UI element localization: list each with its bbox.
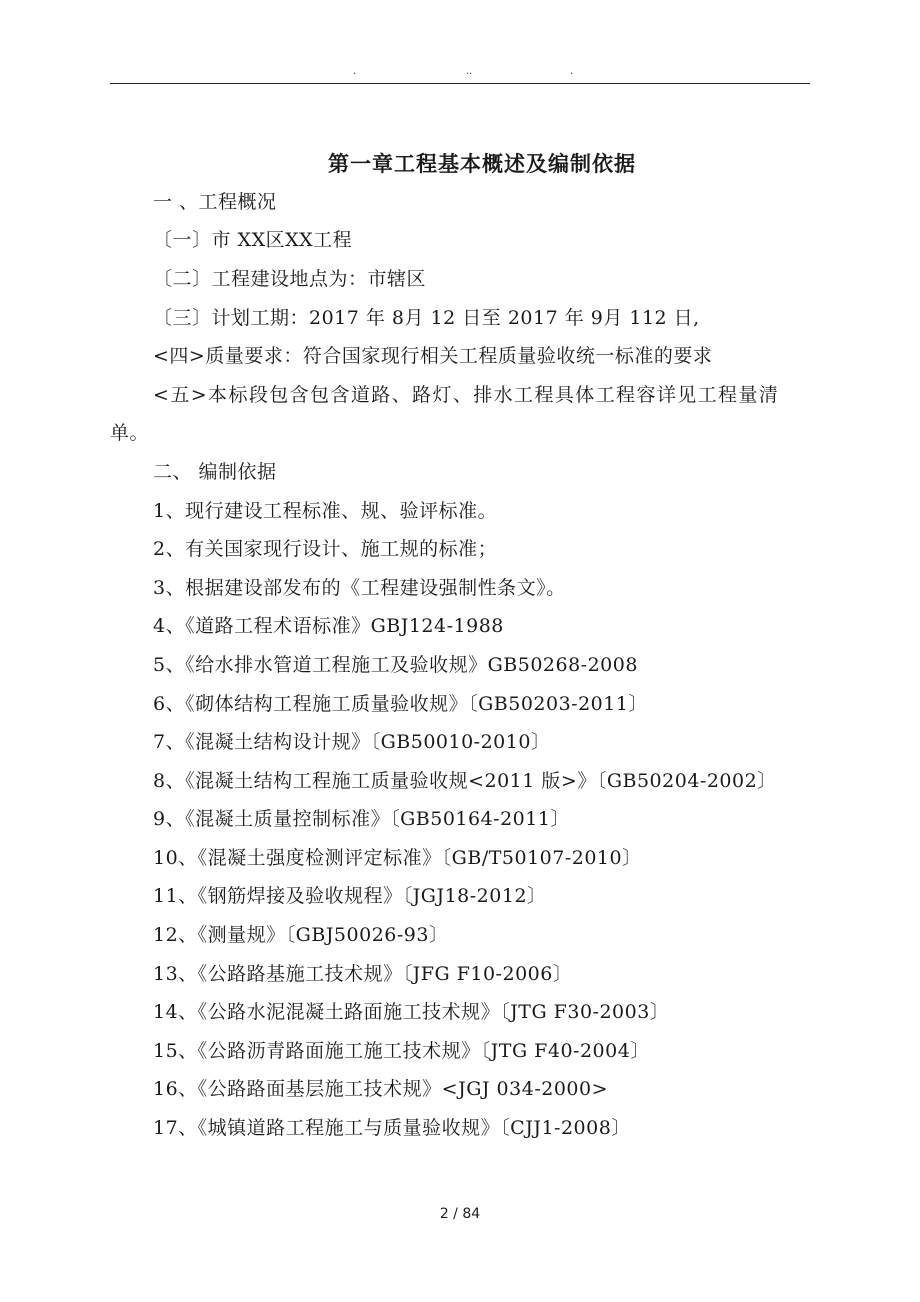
overview-item: 〔二〕工程建设地点为：市辖区: [153, 268, 427, 290]
overview-item-continuation: 单。: [110, 422, 150, 444]
basis-item: 2、有关国家现行设计、施工规的标准；: [153, 538, 498, 560]
basis-item: 16、《公路路面基层施工技术规》<JGJ 034-2000>: [153, 1078, 609, 1100]
overview-item: 〔一〕市 XX区XX工程: [153, 229, 353, 251]
overview-item: <五>本标段包含包含道路、路灯、排水工程具体工程容详见工程量清: [153, 384, 780, 406]
basis-item: 4、《道路工程术语标准》GBJ124-1988: [153, 615, 504, 637]
basis-item: 17、《城镇道路工程施工与质量验收规》〔CJJ1-2008〕: [153, 1117, 631, 1139]
basis-item: 5、《给水排水管道工程施工及验收规》GB50268-2008: [153, 654, 638, 676]
basis-item: 8、《混凝土结构工程施工质量验收规<2011 版>》〔GB50204-2002〕: [153, 770, 777, 792]
page-number: 2 / 84: [439, 1206, 481, 1222]
basis-item: 12、《测量规》〔GBJ50026-93〕: [153, 924, 449, 946]
basis-item: 3、根据建设部发布的《工程建设强制性条文》。: [153, 577, 566, 599]
header-mark: .: [353, 66, 357, 77]
basis-item: 1、现行建设工程标准、规、验评标准。: [153, 500, 498, 522]
basis-item: 10、《混凝土强度检测评定标准》〔GB/T50107-2010〕: [153, 847, 642, 869]
basis-item: 15、《公路沥青路面施工施工技术规》〔JTG F40-2004〕: [153, 1040, 650, 1062]
basis-item: 9、《混凝土质量控制标准》〔GB50164-2011〕: [153, 808, 570, 830]
header-rule: [110, 83, 810, 84]
page-header-marks: [110, 66, 810, 80]
basis-item: 7、《混凝土结构设计规》〔GB50010-2010〕: [153, 731, 551, 753]
basis-item: 11、《钢筋焊接及验收规程》〔JGJ18-2012〕: [153, 885, 547, 907]
basis-item: 6、《砌体结构工程施工质量验收规》〔GB50203-2011〕: [153, 693, 648, 715]
section-heading-basis: 二、 编制依据: [153, 461, 277, 483]
overview-item: <四>质量要求：符合国家现行相关工程质量验收统一标准的要求: [153, 345, 713, 367]
basis-item: 14、《公路水泥混凝土路面施工技术规》〔JTG F30-2003〕: [153, 1001, 670, 1023]
chapter-title: 第一章工程基本概述及编制依据: [328, 151, 636, 176]
header-mark: ..: [466, 66, 473, 77]
header-mark: .: [570, 66, 574, 77]
overview-item: 〔三〕计划工期：2017 年 8月 12 日至 2017 年 9月 112 日,: [153, 307, 700, 329]
section-heading-overview: 一 、工程概况: [153, 191, 277, 213]
basis-item: 13、《公路路基施工技术规》〔JFG F10-2006〕: [153, 963, 573, 985]
